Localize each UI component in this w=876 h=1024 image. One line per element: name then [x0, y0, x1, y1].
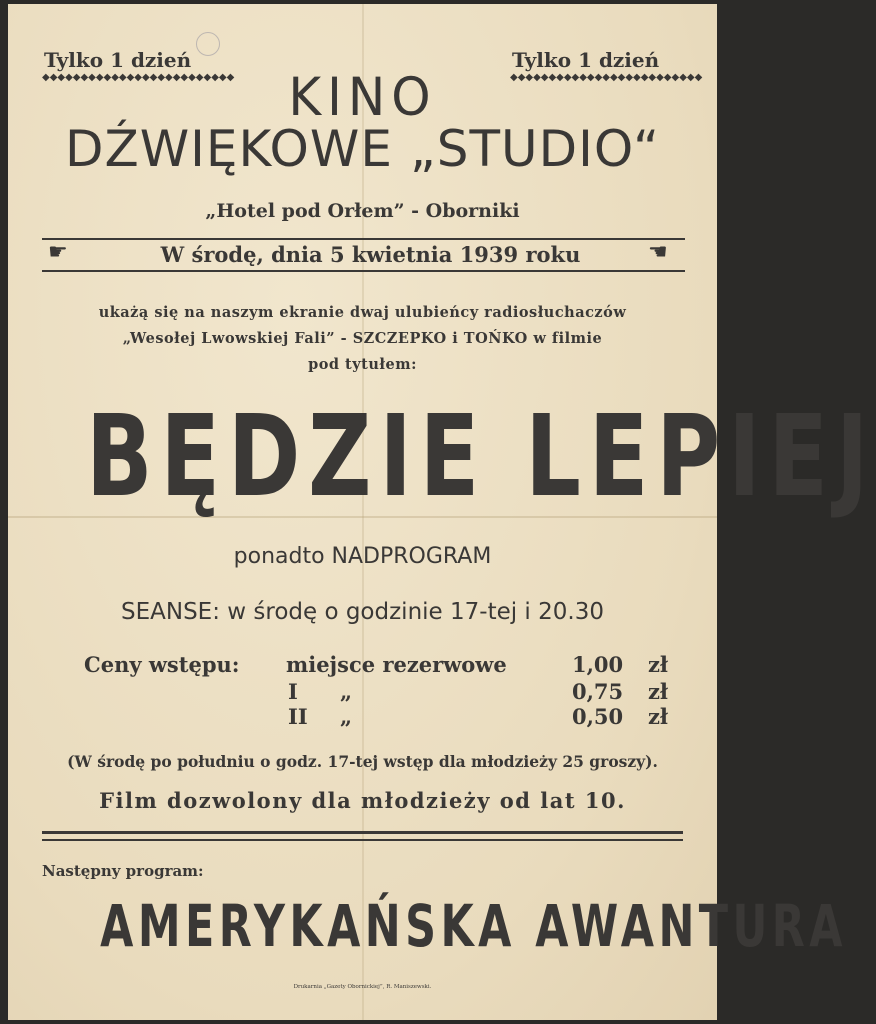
- next-program-label: Następny program:: [42, 862, 204, 880]
- price-row-unit: zł: [648, 679, 669, 704]
- date-line: W środę, dnia 5 kwietnia 1939 roku: [160, 242, 581, 267]
- poster: [8, 4, 876, 1020]
- bottom-rule: [42, 270, 685, 272]
- intro-line-2: „Wesołej Lwowskiej Fali” - SZCZEPKO i TOŃKO w filmie: [122, 330, 603, 347]
- printer-imprint: Drukarnia „Gazety Obornickiej”, R. Maniszewski.: [293, 984, 432, 990]
- price-row-unit: zł: [648, 652, 669, 677]
- pointing-hand-right-icon: ☚: [648, 240, 668, 265]
- cinema-title-line1: KINO: [288, 66, 437, 128]
- venue-line: „Hotel pod Orłem” - Oborniki: [205, 200, 520, 222]
- pointing-hand-left-icon: ☛: [48, 240, 68, 265]
- top-rule: [42, 238, 685, 240]
- price-row-seat: I: [288, 679, 298, 704]
- intro-line-3: pod tytułem:: [308, 356, 417, 373]
- corner-right-text: Tylko 1 dzień: [512, 48, 660, 72]
- prices-label: Ceny wstępu:: [84, 652, 240, 677]
- corner-left-dots: ◆◆◆◆◆◆◆◆◆◆◆◆◆◆◆◆◆◆◆◆◆◆◆◆◆: [42, 72, 235, 83]
- intro-line-1: ukażą się na naszym ekranie dwaj ulubieńcy radiosłuchaczów: [98, 304, 627, 321]
- price-row-value: 0,50: [572, 704, 624, 729]
- next-film-title: AMERYKAŃSKA AWANTURA: [100, 892, 847, 960]
- price-row-seat: II: [288, 704, 308, 729]
- price-row-value: 0,75: [572, 679, 624, 704]
- double-rule-bottom: [42, 839, 683, 841]
- showtimes: SEANSE: w środę o godzinie 17-tej i 20.30: [121, 599, 604, 625]
- library-stamp: [196, 32, 220, 56]
- price-row-seat: miejsce rezerwowe: [286, 652, 507, 677]
- price-row-value: 1,00: [572, 652, 624, 677]
- extra-program: ponadto NADPROGRAM: [233, 544, 492, 569]
- film-title: BĘDZIE LEPIEJ: [85, 392, 876, 522]
- price-row-unit: zł: [648, 704, 669, 729]
- cinema-title-line2: DŹWIĘKOWE „STUDIO“: [64, 120, 661, 178]
- youth-note: (W środę po południu o godz. 17-tej wstęp dla młodzieży 25 groszy).: [67, 752, 658, 771]
- price-row-ditto: „: [340, 704, 353, 729]
- price-row-ditto: „: [340, 679, 353, 704]
- corner-right-dots: ◆◆◆◆◆◆◆◆◆◆◆◆◆◆◆◆◆◆◆◆◆◆◆◆◆: [510, 72, 703, 83]
- double-rule-top: [42, 831, 683, 834]
- corner-left-text: Tylko 1 dzień: [44, 48, 192, 72]
- age-restriction: Film dozwolony dla młodzieży od lat 10.: [99, 788, 626, 813]
